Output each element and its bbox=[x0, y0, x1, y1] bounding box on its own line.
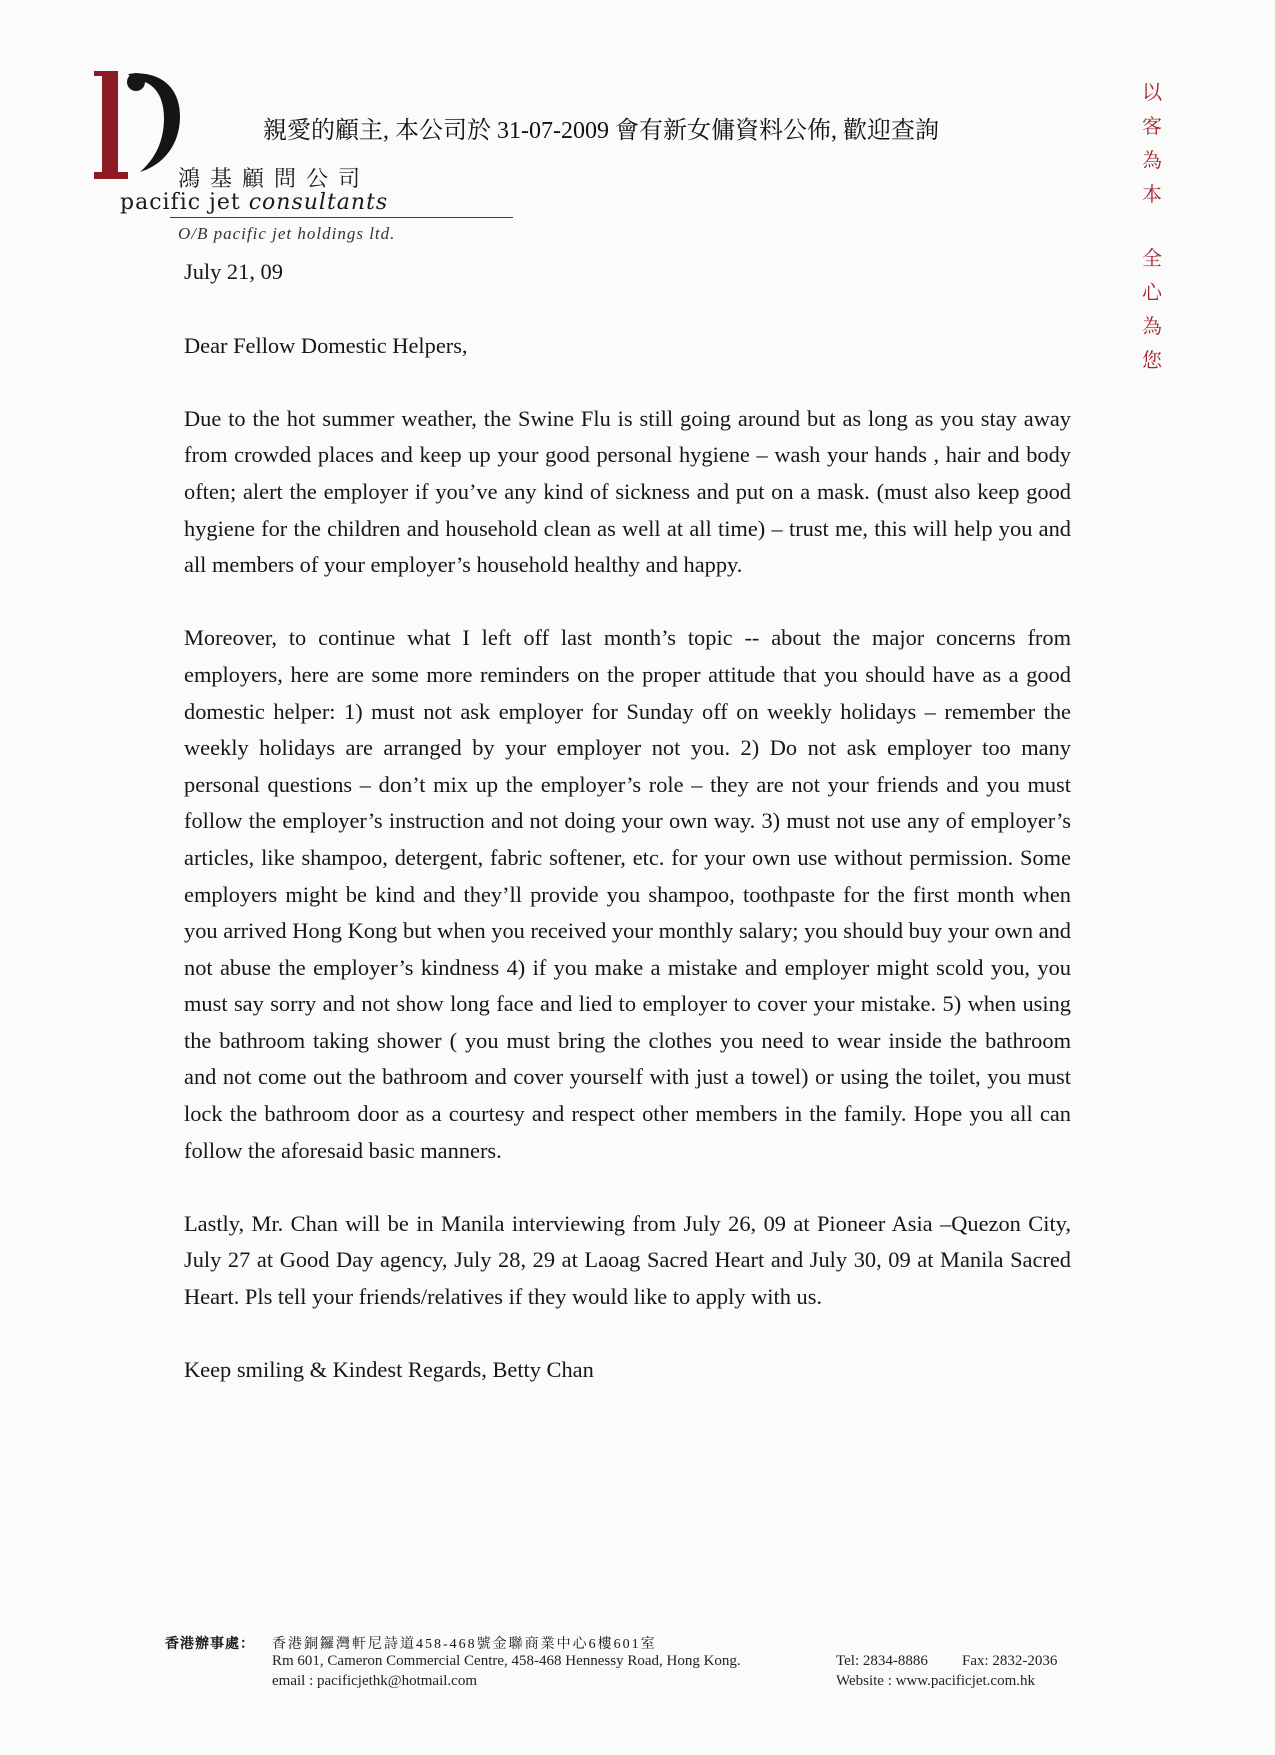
footer-office-label: 香港辦事處： bbox=[165, 1637, 255, 1652]
company-english-name bbox=[120, 190, 388, 215]
logo-red-foot bbox=[94, 172, 128, 179]
footer-address-english: Rm 601, Cameron Commercial Centre, 458-468 Hennessy Road, Hong Kong. bbox=[272, 1653, 741, 1669]
motto-char: 您 bbox=[1142, 350, 1162, 372]
holdings-line: O/B pacific jet holdings ltd. bbox=[178, 224, 396, 243]
logo-red-bar bbox=[102, 71, 118, 179]
motto-char: 心 bbox=[1142, 282, 1162, 304]
motto-char: 本 bbox=[1142, 184, 1162, 206]
footer-website: Website : www.pacificjet.com.hk bbox=[836, 1673, 1036, 1689]
motto-gap bbox=[1137, 212, 1167, 242]
footer-fax: Fax: 2832-2036 bbox=[962, 1653, 1058, 1669]
vertical-motto bbox=[1137, 76, 1167, 378]
paragraph-hygiene: Due to the hot summer weather, the Swine Flu is still going around but as long as you stay away from crowded places and keep up your good personal hygiene – wash your hands , hair and body often; alert the employer if you’ve any kind of sickness and put on a mask. (must also keep good hygiene for the children and household clean as well at all time) – trust me, this will help you and all members of your employer’s household healthy and happy. bbox=[184, 405, 1071, 578]
motto-char: 全 bbox=[1142, 248, 1162, 270]
company-name-italic: consultants bbox=[248, 190, 389, 215]
motto-char: 為 bbox=[1142, 316, 1162, 338]
company-chinese-name: 鴻基顧問公司 bbox=[178, 166, 371, 191]
letterhead-rule bbox=[170, 217, 513, 218]
salutation: Dear Fellow Domestic Helpers, bbox=[184, 332, 468, 358]
closing: Keep smiling & Kindest Regards, Betty Chan bbox=[184, 1357, 594, 1383]
employer-notice: 親愛的顧主, 本公司於 31-07-2009 會有新女傭資料公佈, 歡迎查詢 bbox=[263, 118, 939, 144]
footer-email: email : pacificjethk@hotmail.com bbox=[272, 1673, 477, 1689]
motto-char: 客 bbox=[1142, 116, 1162, 138]
logo-red-top bbox=[94, 71, 116, 76]
motto-char: 以 bbox=[1142, 82, 1162, 104]
letter-date: July 21, 09 bbox=[184, 259, 283, 284]
motto-char: 為 bbox=[1142, 150, 1162, 172]
letter-body bbox=[184, 254, 1071, 1389]
paragraph-interviews: Lastly, Mr. Chan will be in Manila interviewing from July 26, 09 at Pioneer Asia –Quezon City, July 27 at Good Day agency, July 28, 29 at Laoag Sacred Heart and July 30, 09 at Manila Sacred Heart. Pls tell your friends/relatives if they would like to apply with us. bbox=[184, 1210, 1071, 1310]
footer-tel: Tel: 2834-8886 bbox=[836, 1653, 928, 1669]
logo-black-dot bbox=[127, 73, 145, 91]
footer-address-chinese: 香港銅鑼灣軒尼詩道458-468號金聯商業中心6樓601室 bbox=[272, 1637, 657, 1652]
company-name-main: pacific jet bbox=[120, 190, 241, 215]
paragraph-reminders: Moreover, to continue what I left off last month’s topic -- about the major concerns from employers, here are some more reminders on the proper attitude that you should have as a good domestic helper: 1) must not ask employer for Sunday off on weekly holidays – remember the weekly holidays are arranged by your employer not you. 2) Do not ask employer too many personal questions – don’t mix up the employer’s role – they are not your friends and you must follow the employer’s instruction and not doing your own way. 3) must not use any of employer’s articles, like shampoo, detergent, fabric softener, etc. for your own use without permission. Some employers might be kind and they’ll provide you shampoo, toothpaste for the first month when you arrived Hong Kong but when you received your monthly salary; you should buy your own and not abuse the employer’s kindness 4) if you make a mistake and employer might scold you, you must say sorry and not show long face and lied to employer to cover your mistake. 5) when using the bathroom taking shower ( you must bring the clothes you need to wear inside the bathroom and not come out the bathroom and cover yourself with just a towel) or using the toilet, you must lock the bathroom door as a courtesy and respect other members in the family. Hope you all can follow the aforesaid basic manners. bbox=[184, 625, 1071, 1163]
